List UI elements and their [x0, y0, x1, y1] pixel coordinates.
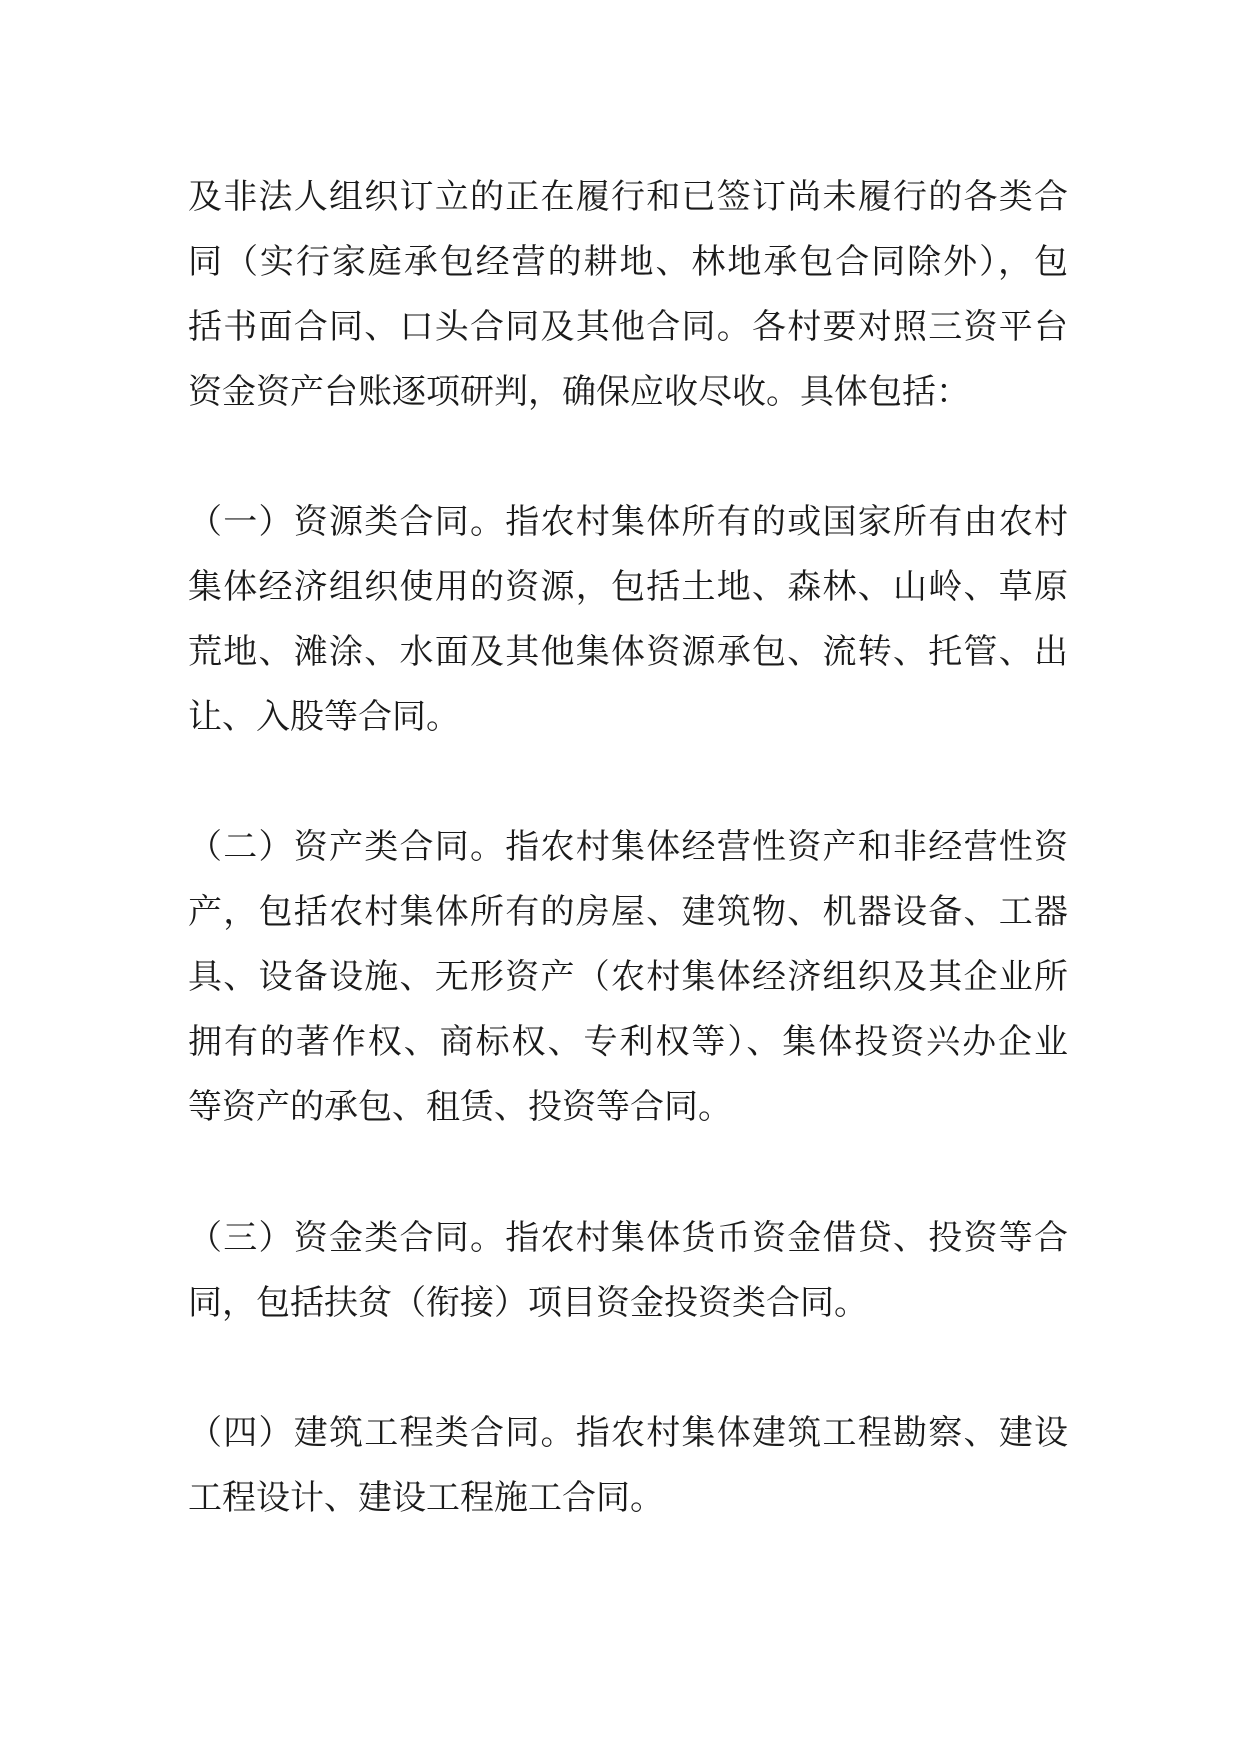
paragraph-construction-contracts — [188, 1401, 1068, 1531]
paragraph-contract-scope — [188, 165, 1068, 425]
text-line: （三）资金类合同。指农村集体货币资金借贷、投资等合 — [188, 1218, 1068, 1258]
paragraph-asset-contracts — [188, 815, 1068, 1140]
text-line: 同，包括扶贫（衔接）项目资金投资类合同。 — [188, 1283, 868, 1323]
text-line: 及非法人组织订立的正在履行和已签订尚未履行的各类合 — [188, 177, 1068, 217]
text-line: （一）资源类合同。指农村集体所有的或国家所有由农村 — [188, 502, 1068, 542]
text-line: 具、设备设施、无形资产（农村集体经济组织及其企业所 — [188, 957, 1068, 997]
text-line: 集体经济组织使用的资源，包括土地、森林、山岭、草原 — [188, 567, 1068, 607]
paragraph-resource-contracts — [188, 490, 1068, 750]
text-line: 括书面合同、口头合同及其他合同。各村要对照三资平台 — [188, 307, 1068, 347]
text-line: 荒地、滩涂、水面及其他集体资源承包、流转、托管、出 — [188, 632, 1068, 672]
text-line: （二）资产类合同。指农村集体经营性资产和非经营性资 — [188, 827, 1068, 867]
text-line: 等资产的承包、租赁、投资等合同。 — [188, 1087, 732, 1127]
text-line: 让、入股等合同。 — [188, 697, 460, 737]
paragraph-fund-contracts — [188, 1206, 1068, 1336]
text-line: 同（实行家庭承包经营的耕地、林地承包合同除外），包 — [188, 242, 1068, 282]
text-line: 资金资产台账逐项研判，确保应收尽收。具体包括： — [188, 372, 970, 412]
text-line: （四）建筑工程类合同。指农村集体建筑工程勘察、建设 — [188, 1413, 1068, 1453]
text-line: 拥有的著作权、商标权、专利权等）、集体投资兴办企业 — [188, 1022, 1068, 1062]
text-line: 产，包括农村集体所有的房屋、建筑物、机器设备、工器 — [188, 892, 1068, 932]
text-line: 工程设计、建设工程施工合同。 — [188, 1478, 664, 1518]
